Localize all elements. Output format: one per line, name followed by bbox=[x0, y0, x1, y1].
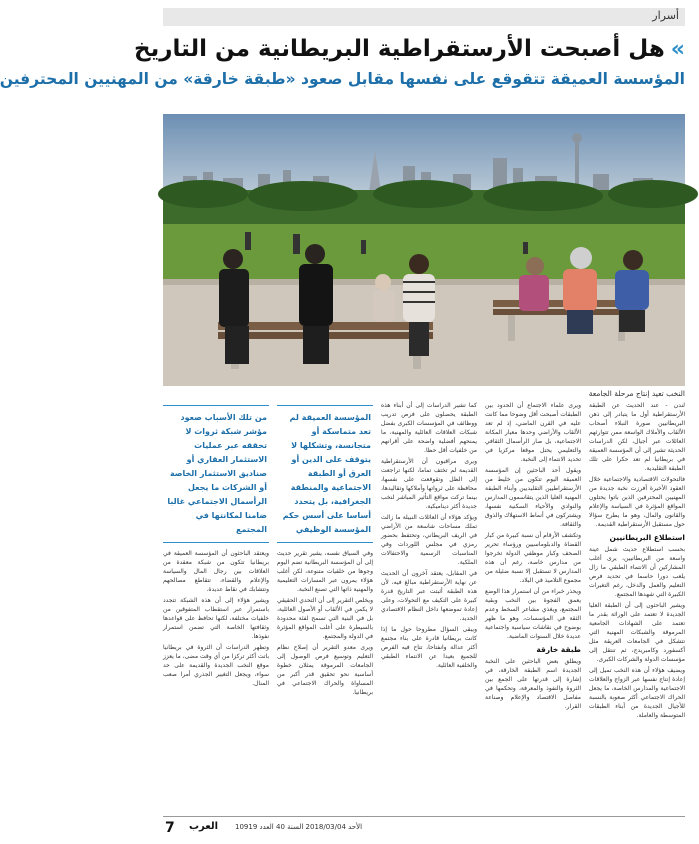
article-column-4 bbox=[277, 401, 373, 803]
paragraph: ويضيف هؤلاء أن هذه النخب تميل إلى إعادة إنتاج نفسها عبر الزواج والعلاقات الاجتماعية والمدارس الخاصة، ما يجعل الحراك الاجتماعي أكثر صعوبة بالنسبة للأجيال الجديدة من أبناء الطبقات المتوسطة والعاملة. bbox=[589, 667, 685, 719]
paragraph: فالتحولات الاقتصادية والاجتماعية خلال العقود الأخيرة أفرزت نخبة جديدة من المهنيين المحترفين الذين باتوا يحتلون المواقع المؤثرة في السياسة والإعلام والقانون والمال، وهو ما يطرح سؤالا حول مستقبل الأرستقراطية القديمة. bbox=[589, 476, 685, 528]
paragraph: ويرى مراقبون أن الأرستقراطية القديمة لم تختف تماما، لكنها تراجعت إلى الظل وتقوقعت على نفسها، محافظة على ثرواتها وأملاكها وتقاليدها، بينما تركت مواقع التأثير المباشر لنخب جديدة أكثر ديناميكية. bbox=[381, 458, 477, 510]
paragraph: لندن - عند الحديث عن الطبقة الأرستقراطية أول ما يتبادر إلى ذهن البريطانيين صورة النبلاء أصحاب الألقاب والأملاك الواسعة ممن تتوارثهم العائلات عبر أجيال، لكن الدراسات الحديثة تشير إلى أن المؤسسة العميقة في بريطانيا لم تعد حكرا على تلك الطبقة التقليدية. bbox=[589, 402, 685, 472]
pull-quote: من تلك الأسباب صعود مؤشر شبكة ثروات لا تحققه عبر عمليات الاستثمار العقاري أو صناديق الاستثمار الخاصة أو الشركات ما يجعل الرأسمال الاجتماعي غالبا ضامنا لمكانتها في المجتمع bbox=[163, 405, 269, 543]
paragraph: بحسب استطلاع حديث شمل عينة واسعة من البريطانيين، يرى أغلب المشاركين أن الانتماء الطبقي ما زال يلعب دورا حاسما في تحديد فرص التعليم والعمل والدخل، رغم التغيرات الكبيرة التي شهدها المجتمع. bbox=[589, 546, 685, 598]
paragraph: ويشير الباحثون إلى أن الطبقة العليا الجديدة لا تعتمد على الوراثة بقدر ما تعتمد على الشهادات الجامعية المرموقة والشبكات المهنية التي تتشكل في الجامعات العريقة مثل أكسفورد وكامبريدج، ثم تنتقل إلى مؤسسات الدولة والشركات الكبرى. bbox=[589, 602, 685, 663]
headline bbox=[134, 33, 685, 65]
paragraph: ويطلق بعض الباحثين على النخبة الجديدة اسم الطبقة الخارقة، في إشارة إلى قدرتها على الجمع بين الثروة والنفوذ والمعرفة، وتحكمها في مفاصل الاقتصاد والإعلام وصناعة القرار. bbox=[485, 658, 581, 710]
park-bench-illustration bbox=[163, 114, 685, 386]
page-footer bbox=[163, 816, 685, 835]
issue-info: الأحد 2018/03/04 السنة 40 العدد 10919 bbox=[235, 823, 363, 831]
paragraph: كما تشير الدراسات إلى أن أبناء هذه الطبقة يحصلون على فرص تدريب ووظائف في المؤسسات الكبرى بفضل شبكات العلاقات العائلية والمهنية، ما يمنحهم أفضلية واضحة على أقرانهم من خلفيات أقل حظا. bbox=[381, 402, 477, 454]
subheading: طبقة خارقة bbox=[536, 645, 581, 654]
paragraph: ويرى علماء الاجتماع أن الحدود بين الطبقات أصبحت أقل وضوحا مما كانت عليه في القرن الماضي، إذ لم تعد الألقاب والأراضي وحدها معيار المكانة الاجتماعية، بل صار الرأسمال الثقافي والتعليمي يحتل موقعا مركزيا في تحديد الانتماء إلى النخبة. bbox=[485, 402, 581, 463]
headline-title: هل أصبحت الأرستقراطية البريطانية من التاريخ bbox=[134, 36, 665, 62]
paragraph: في المقابل، يعتقد آخرون أن الحديث عن نهاية الأرستقراطية مبالغ فيه، لأن هذه الطبقة أثبتت عبر التاريخ قدرة كبيرة على التكيف مع التحولات، وعلى إعادة تموضعها داخل النظام الاقتصادي الجديد. bbox=[381, 570, 477, 622]
chevron-icon: » bbox=[670, 36, 685, 62]
article-column-5 bbox=[163, 401, 269, 803]
subheadline: المؤسسة العميقة تتقوقع على نفسها مقابل صعود «طبقة خارقة» من المهنيين المحترفين bbox=[0, 70, 685, 88]
pull-quote: المؤسسة العميقة لم تعد متماسكة أو متجانسة، وتشكلها لا يتوقف على الدين أو العرق أو الطبقة الاجتماعية والمنطقة الجغرافية، بل يتحدد أساسا على أسس حكم المؤسسة الوظيفي bbox=[277, 405, 373, 543]
article-column-3 bbox=[381, 401, 477, 803]
newspaper-logo: العرب bbox=[189, 821, 219, 832]
paragraph: ويرى معدو التقرير أن إصلاح نظام التعليم وتوسيع فرص الوصول إلى الجامعات المرموقة يمثلان خطوة أساسية نحو تحقيق قدر أكبر من المساواة والحراك الاجتماعي في بريطانيا. bbox=[277, 644, 373, 696]
paragraph: وتظهر الدراسات أن الثروة في بريطانيا باتت أكثر تركزا من أي وقت مضى، ما يعزز موقع النخب الجديدة والقديمة على حد سواء، ويجعل التغيير الجذري أمرا صعب المنال. bbox=[163, 644, 269, 687]
page-number: 7 bbox=[165, 820, 175, 836]
article-column-1 bbox=[589, 401, 685, 803]
subheading: استطلاع البريطانيين bbox=[609, 533, 685, 542]
paragraph: وفي السياق نفسه، يشير تقرير حديث إلى أن المؤسسة البريطانية تضم اليوم وجوها من خلفيات متنوعة، لكن أغلب هؤلاء يمرون عبر المسارات التعليمية والمهنية ذاتها التي تصنع النخبة. bbox=[277, 550, 373, 593]
paragraph: ويعتقد الباحثون أن المؤسسة العميقة في بريطانيا تتكون من شبكة معقدة من العلاقات بين رجال المال والسياسة والإعلام والقضاء، تتقاطع مصالحهم وتتشابك في نقاط عديدة. bbox=[163, 550, 269, 593]
paragraph: ويخلص التقرير إلى أن التحدي الحقيقي لا يكمن في الألقاب أو الأصول العائلية، بل في البنية التي تسمح لفئة محدودة بالسيطرة على أغلب المواقع المؤثرة في الدولة والمجتمع. bbox=[277, 597, 373, 640]
paragraph: ويؤكد هؤلاء أن العائلات النبيلة ما زالت تملك مساحات شاسعة من الأراضي في الريف البريطاني، وتحتفظ بحضور رمزي في مجلس اللوردات وفي المناسبات الرسمية والاحتفالات الملكية. bbox=[381, 514, 477, 566]
section-bar bbox=[163, 8, 685, 26]
paragraph: ويبقى السؤال مطروحا حول ما إذا كانت بريطانيا قادرة على بناء مجتمع أكثر عدالة وانفتاحا، تتاح فيه الفرص للجميع بعيدا عن الانتماء الطبقي والخلفية العائلية. bbox=[381, 626, 477, 669]
article-columns bbox=[163, 401, 685, 803]
article-photo bbox=[163, 114, 685, 386]
section-label: أسرار bbox=[652, 9, 679, 22]
article-column-2 bbox=[485, 401, 581, 803]
photo-caption: النخب تعيد إنتاج مرحلة الجامعة bbox=[588, 389, 685, 398]
paragraph: ويحذر خبراء من أن استمرار هذا الوضع يعمق الفجوة بين النخب وبقية المجتمع، ويغذي مشاعر السخط وعدم الثقة في المؤسسات، وهو ما ظهر بوضوح في نقاشات سياسية واجتماعية عديدة خلال السنوات الماضية. bbox=[485, 588, 581, 640]
paragraph: وتكشف الأرقام أن نسبة كبيرة من كبار القضاة والدبلوماسيين ورؤساء تحرير الصحف وكبار موظفي الدولة تخرجوا من مدارس خاصة، رغم أن هذه المدارس لا تستقبل إلا نسبة ضئيلة من مجموع التلاميذ في البلاد. bbox=[485, 532, 581, 584]
paragraph: ويشير هؤلاء إلى أن هذه الشبكة تتجدد باستمرار عبر استقطاب المتفوقين من خلفيات مختلفة، لكنها تحافظ على قواعدها وثقافتها الخاصة التي تضمن استمرار نفوذها. bbox=[163, 597, 269, 640]
paragraph: ويقول أحد الباحثين إن المؤسسة العميقة اليوم تتكون من خليط من الأرستقراطيين التقليديين وأبناء الطبقة المهنية العليا الذين يتقاسمون المدارس والنوادي والأحياء السكنية نفسها، ويشتركون في أنماط الاستهلاك والذوق والثقافة. bbox=[485, 467, 581, 528]
